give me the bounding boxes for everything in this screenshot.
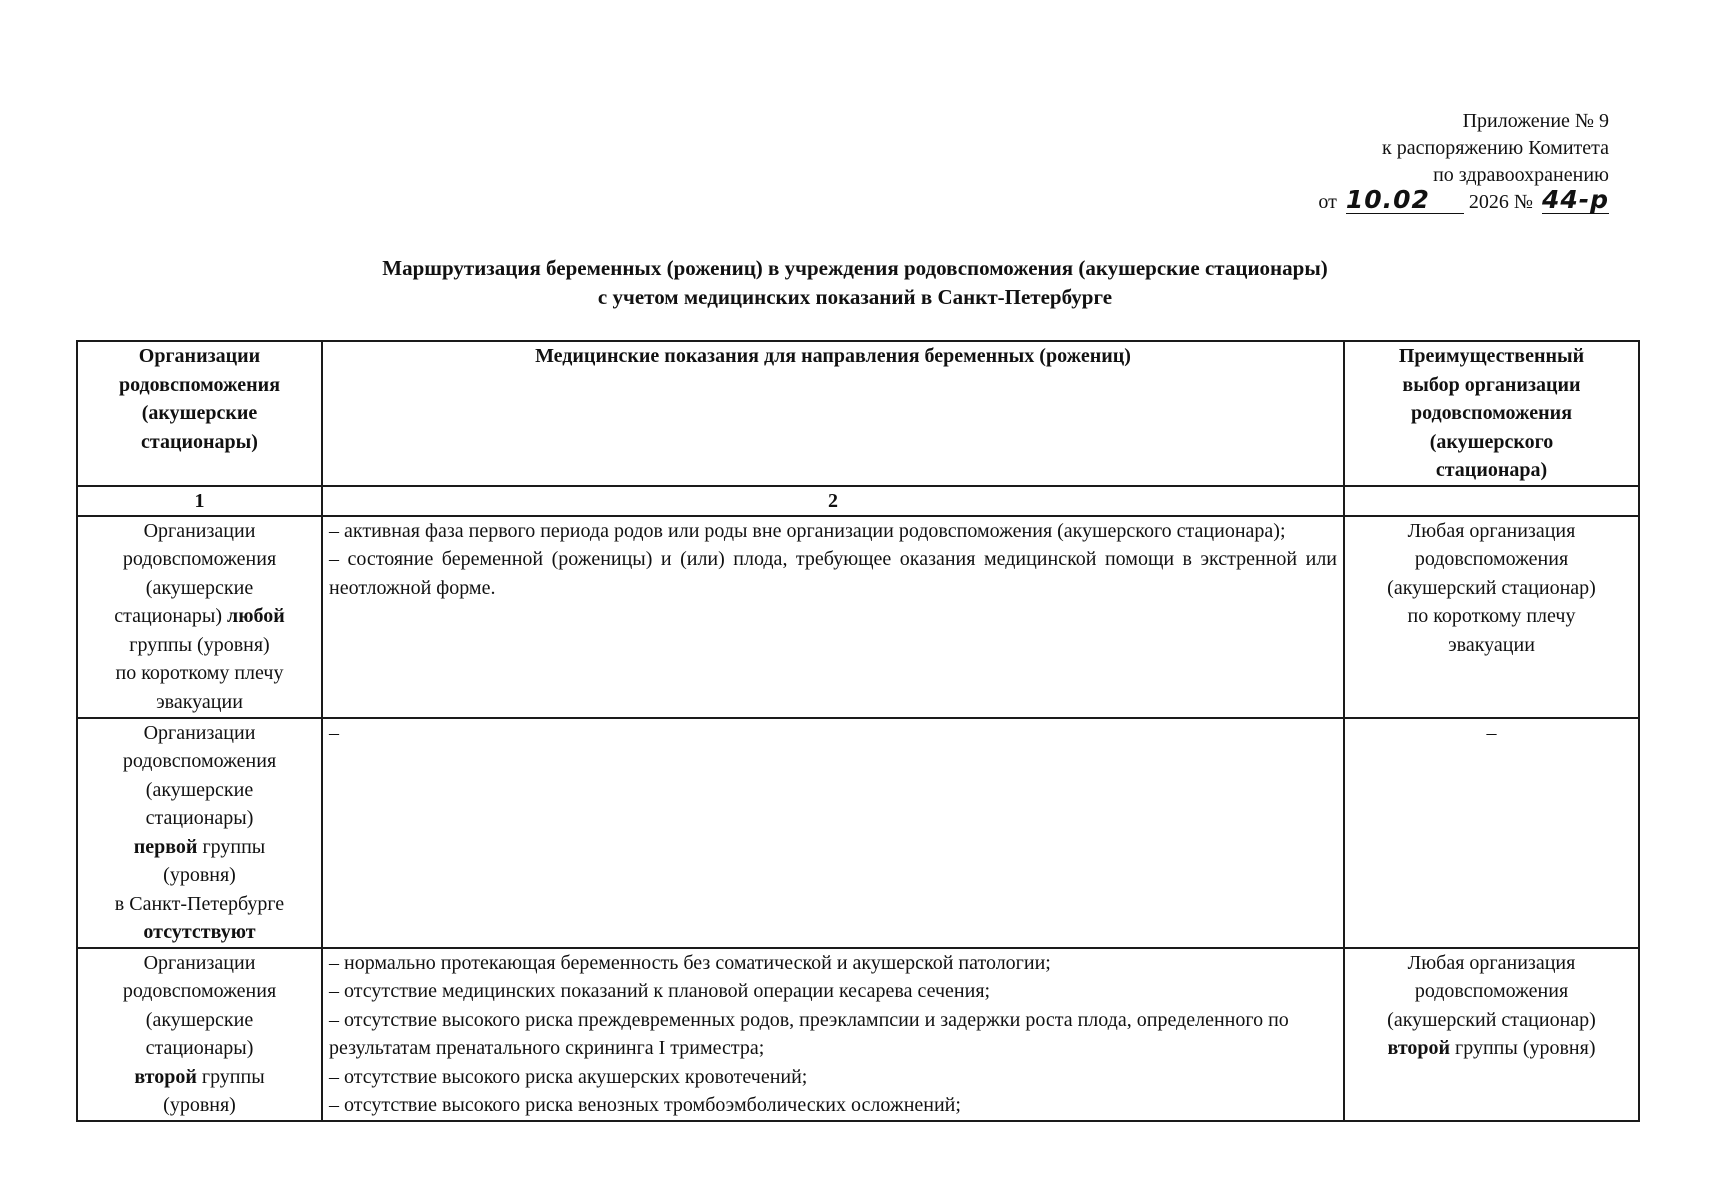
org-bold-text: второй (134, 1065, 197, 1088)
header-indications: Медицинские показания для направления беременных (рожениц) (322, 341, 1344, 486)
routing-table (76, 340, 1640, 1122)
org-text: группы (197, 835, 266, 858)
table-header-row (77, 341, 1639, 486)
choice-text-line (1351, 1034, 1632, 1063)
choice-cell (1344, 948, 1639, 1121)
org-cell-any-group (77, 516, 322, 718)
appendix-date-line (1318, 185, 1609, 216)
choice-text-line: по короткому плечу (1407, 605, 1576, 627)
year-label: 2026 № (1468, 191, 1533, 213)
column-number-3 (1344, 486, 1639, 516)
number-field (1541, 185, 1609, 214)
column-number-row (77, 486, 1639, 516)
choice-text-line: (акушерский стационар) (1387, 576, 1596, 599)
org-bold-text: любой (227, 605, 285, 627)
org-text-line: стационары) (145, 1037, 254, 1059)
document-title (0, 254, 1710, 312)
header-preferred-choice (1344, 341, 1639, 486)
appendix-committee: по здравоохранению (1433, 164, 1609, 186)
org-text-line: родовспоможения (122, 980, 277, 1002)
indication-item: – нормально протекающая беременность без соматической и акушерской патологии; (329, 951, 1051, 974)
indication-item: – активная фаза первого периода родов или роды вне организации родовспоможения (акушерского стационара); (329, 519, 1286, 542)
org-text-line: (акушерские (145, 1008, 254, 1031)
choice-text-line: Любая организация (1407, 519, 1576, 542)
header-col1-line: Организации (138, 345, 261, 367)
org-text-line: Организации (143, 721, 256, 744)
header-col3-line: родовспоможения (1410, 402, 1573, 424)
org-text: стационары) (114, 605, 228, 627)
header-col3-line: стационара) (1435, 459, 1548, 481)
indication-item: – состояние беременной (роженицы) и (или) плода, требующее оказания медицинской помощи в экстренной или неотложной форме. (329, 548, 1337, 599)
indications-cell (322, 718, 1344, 948)
header-col3-line: выбор организации (1402, 373, 1581, 396)
org-text-line: Организации (143, 519, 256, 542)
indication-item: – отсутствие высокого риска венозных тромбоэмболических осложнений; (329, 1094, 961, 1116)
appendix-header (1318, 108, 1609, 216)
date-field (1345, 185, 1464, 214)
org-text-line (84, 1063, 315, 1092)
choice-cell (1344, 718, 1639, 948)
header-col3-line: (акушерского (1429, 430, 1554, 453)
org-text-line: (уровня) (163, 864, 236, 886)
org-cell-first-group (77, 718, 322, 948)
header-col1-line: родовспоможения (118, 373, 281, 396)
column-number-2: 2 (322, 486, 1344, 516)
choice-text-line: родовспоможения (1414, 980, 1569, 1002)
choice-text-line: родовспоможения (1414, 548, 1569, 570)
header-organizations (77, 341, 322, 486)
table-row (77, 718, 1639, 948)
indications-cell (322, 948, 1344, 1121)
indication-item: – отсутствие медицинских показаний к плановой операции кесарева сечения; (329, 980, 991, 1002)
org-text-line: (уровня) (163, 1094, 236, 1116)
org-text-line: стационары) (145, 807, 254, 829)
appendix-order-ref: к распоряжению Комитета (1382, 137, 1609, 159)
choice-text-line: Любая организация (1407, 951, 1576, 974)
choice-text-line: эвакуации (1448, 633, 1535, 656)
org-text-line: группы (уровня) (129, 633, 270, 656)
title-line-1: Маршрутизация беременных (рожениц) в учреждения родовспоможения (акушерские стационары) (382, 256, 1328, 280)
header-col1-line: (акушерские (141, 402, 258, 424)
org-text-line: в Санкт-Петербурге (114, 892, 285, 915)
org-bold-text: первой (133, 835, 198, 858)
choice-text-line: (акушерский стационар) (1387, 1008, 1596, 1031)
org-text-line: эвакуации (156, 690, 243, 713)
org-text-line: Организации (143, 951, 256, 974)
column-number-1: 1 (77, 486, 322, 516)
choice-text-line: – (1486, 721, 1497, 744)
org-text: группы (196, 1065, 265, 1088)
org-bold-text: отсутствуют (143, 921, 256, 943)
handwritten-number: 44-р (1541, 185, 1609, 214)
table-row (77, 948, 1639, 1121)
org-text-line: по короткому плечу (115, 662, 284, 684)
org-text-line (84, 602, 315, 631)
org-text-line: (акушерские (145, 576, 254, 599)
org-cell-second-group (77, 948, 322, 1121)
table-row (77, 516, 1639, 718)
indication-item: – отсутствие высокого риска преждевременных родов, преэклампсии и задержки роста плода, определенного по результатам пренатального скрининга I триместра; (329, 1008, 1289, 1059)
org-text-line: родовспоможения (122, 750, 277, 772)
header-col3-line: Преимущественный (1398, 345, 1585, 367)
handwritten-date: 10.02 (1345, 185, 1430, 214)
org-text-line: родовспоможения (122, 548, 277, 570)
org-text-line (84, 833, 315, 862)
from-prefix: от (1318, 191, 1337, 213)
title-line-2: с учетом медицинских показаний в Санкт-Петербурге (597, 285, 1113, 309)
appendix-number: Приложение № 9 (1462, 110, 1609, 132)
choice-bold-text: второй (1387, 1037, 1451, 1059)
header-col1-line: стационары) (141, 430, 258, 453)
org-text-line: (акушерские (145, 778, 254, 801)
indications-cell (322, 516, 1344, 718)
choice-cell (1344, 516, 1639, 718)
indication-item: – (329, 721, 339, 744)
indication-item: – отсутствие высокого риска акушерских кровотечений; (329, 1065, 808, 1088)
choice-text: группы (уровня) (1450, 1037, 1596, 1059)
